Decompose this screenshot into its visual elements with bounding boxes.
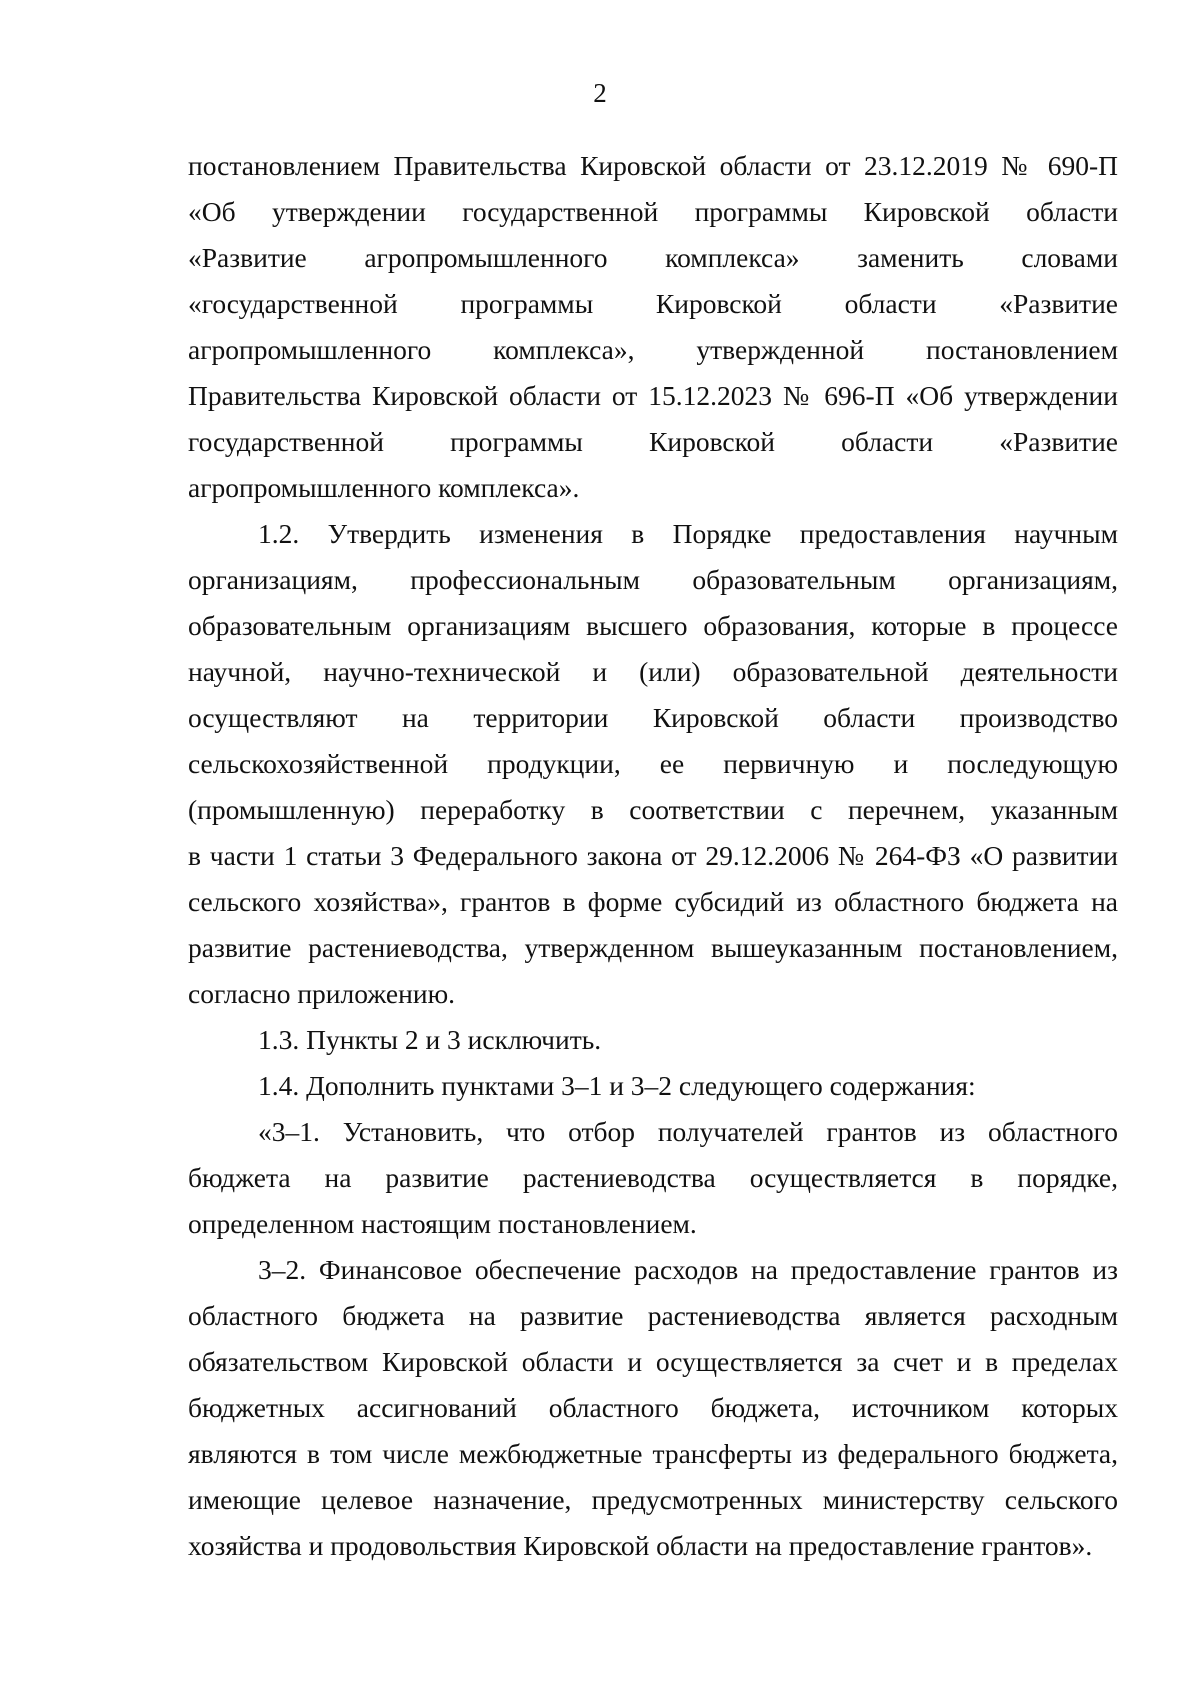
text-line: осуществляют на территории Кировской области производство <box>188 702 1118 733</box>
text-line: являются в том числе межбюджетные трансферты из федерального бюджета, <box>188 1438 1118 1469</box>
text-line: бюджетных ассигнований областного бюджета, источником которых <box>188 1392 1118 1423</box>
text-line: имеющие целевое назначение, предусмотренных министерству сельского <box>188 1484 1118 1515</box>
text-line: областного бюджета на развитие растениеводства является расходным <box>188 1300 1118 1331</box>
text-line: «Развитие агропромышленного комплекса» заменить словами <box>188 242 1118 273</box>
page-number: 2 <box>593 78 607 108</box>
text-line: государственной программы Кировской области «Развитие <box>188 426 1118 457</box>
text-line: в части 1 статьи 3 Федерального закона от 29.12.2006 № 264-ФЗ «О развитии <box>188 840 1118 871</box>
text-line: агропромышленного комплекса», утвержденной постановлением <box>188 334 1118 365</box>
text-line: 1.2. Утвердить изменения в Порядке предоставления научным <box>258 518 1118 549</box>
text-line: бюджета на развитие растениеводства осуществляется в порядке, <box>188 1162 1118 1193</box>
paragraph-3-2 <box>188 1247 1118 1569</box>
text-line: агропромышленного комплекса». <box>188 472 580 503</box>
text-line: образовательным организациям высшего образования, которые в процессе <box>188 610 1118 641</box>
text-line: «3–1. Установить, что отбор получателей грантов из областного <box>258 1116 1118 1147</box>
text-line: определенном настоящим постановлением. <box>188 1208 697 1239</box>
paragraph-1-4 <box>188 1063 1118 1109</box>
text-line: научной, научно-технической и (или) образовательной деятельности <box>188 656 1118 687</box>
paragraph-3-1 <box>188 1109 1118 1247</box>
text-line: обязательством Кировской области и осуществляется за счет и в пределах <box>188 1346 1118 1377</box>
text-line: Правительства Кировской области от 15.12.2023 № 696-П «Об утверждении <box>188 380 1118 411</box>
text-line: развитие растениеводства, утвержденном вышеуказанным постановлением, <box>188 932 1118 963</box>
text-line: согласно приложению. <box>188 978 455 1009</box>
text-line: «Об утверждении государственной программы Кировской области <box>188 196 1118 227</box>
text-line: 1.4. Дополнить пунктами 3–1 и 3–2 следующего содержания: <box>258 1070 976 1101</box>
paragraph-1-2 <box>188 511 1118 1017</box>
text-line: «государственной программы Кировской области «Развитие <box>188 288 1118 319</box>
text-line: постановлением Правительства Кировской области от 23.12.2019 № 690-П <box>188 150 1118 181</box>
text-line: (промышленную) переработку в соответствии с перечнем, указанным <box>188 794 1118 825</box>
text-line: 1.3. Пункты 2 и 3 исключить. <box>258 1024 602 1055</box>
paragraph-1-3 <box>188 1017 1118 1063</box>
text-line: 3–2. Финансовое обеспечение расходов на предоставление грантов из <box>258 1254 1118 1285</box>
text-line: хозяйства и продовольствия Кировской области на предоставление грантов». <box>188 1530 1093 1561</box>
document-body <box>188 143 1118 1569</box>
text-line: сельского хозяйства», грантов в форме субсидий из областного бюджета на <box>188 886 1118 917</box>
text-line: организациям, профессиональным образовательным организациям, <box>188 564 1118 595</box>
paragraph-1-1-continuation <box>188 143 1118 511</box>
text-line: сельскохозяйственной продукции, ее первичную и последующую <box>188 748 1118 779</box>
